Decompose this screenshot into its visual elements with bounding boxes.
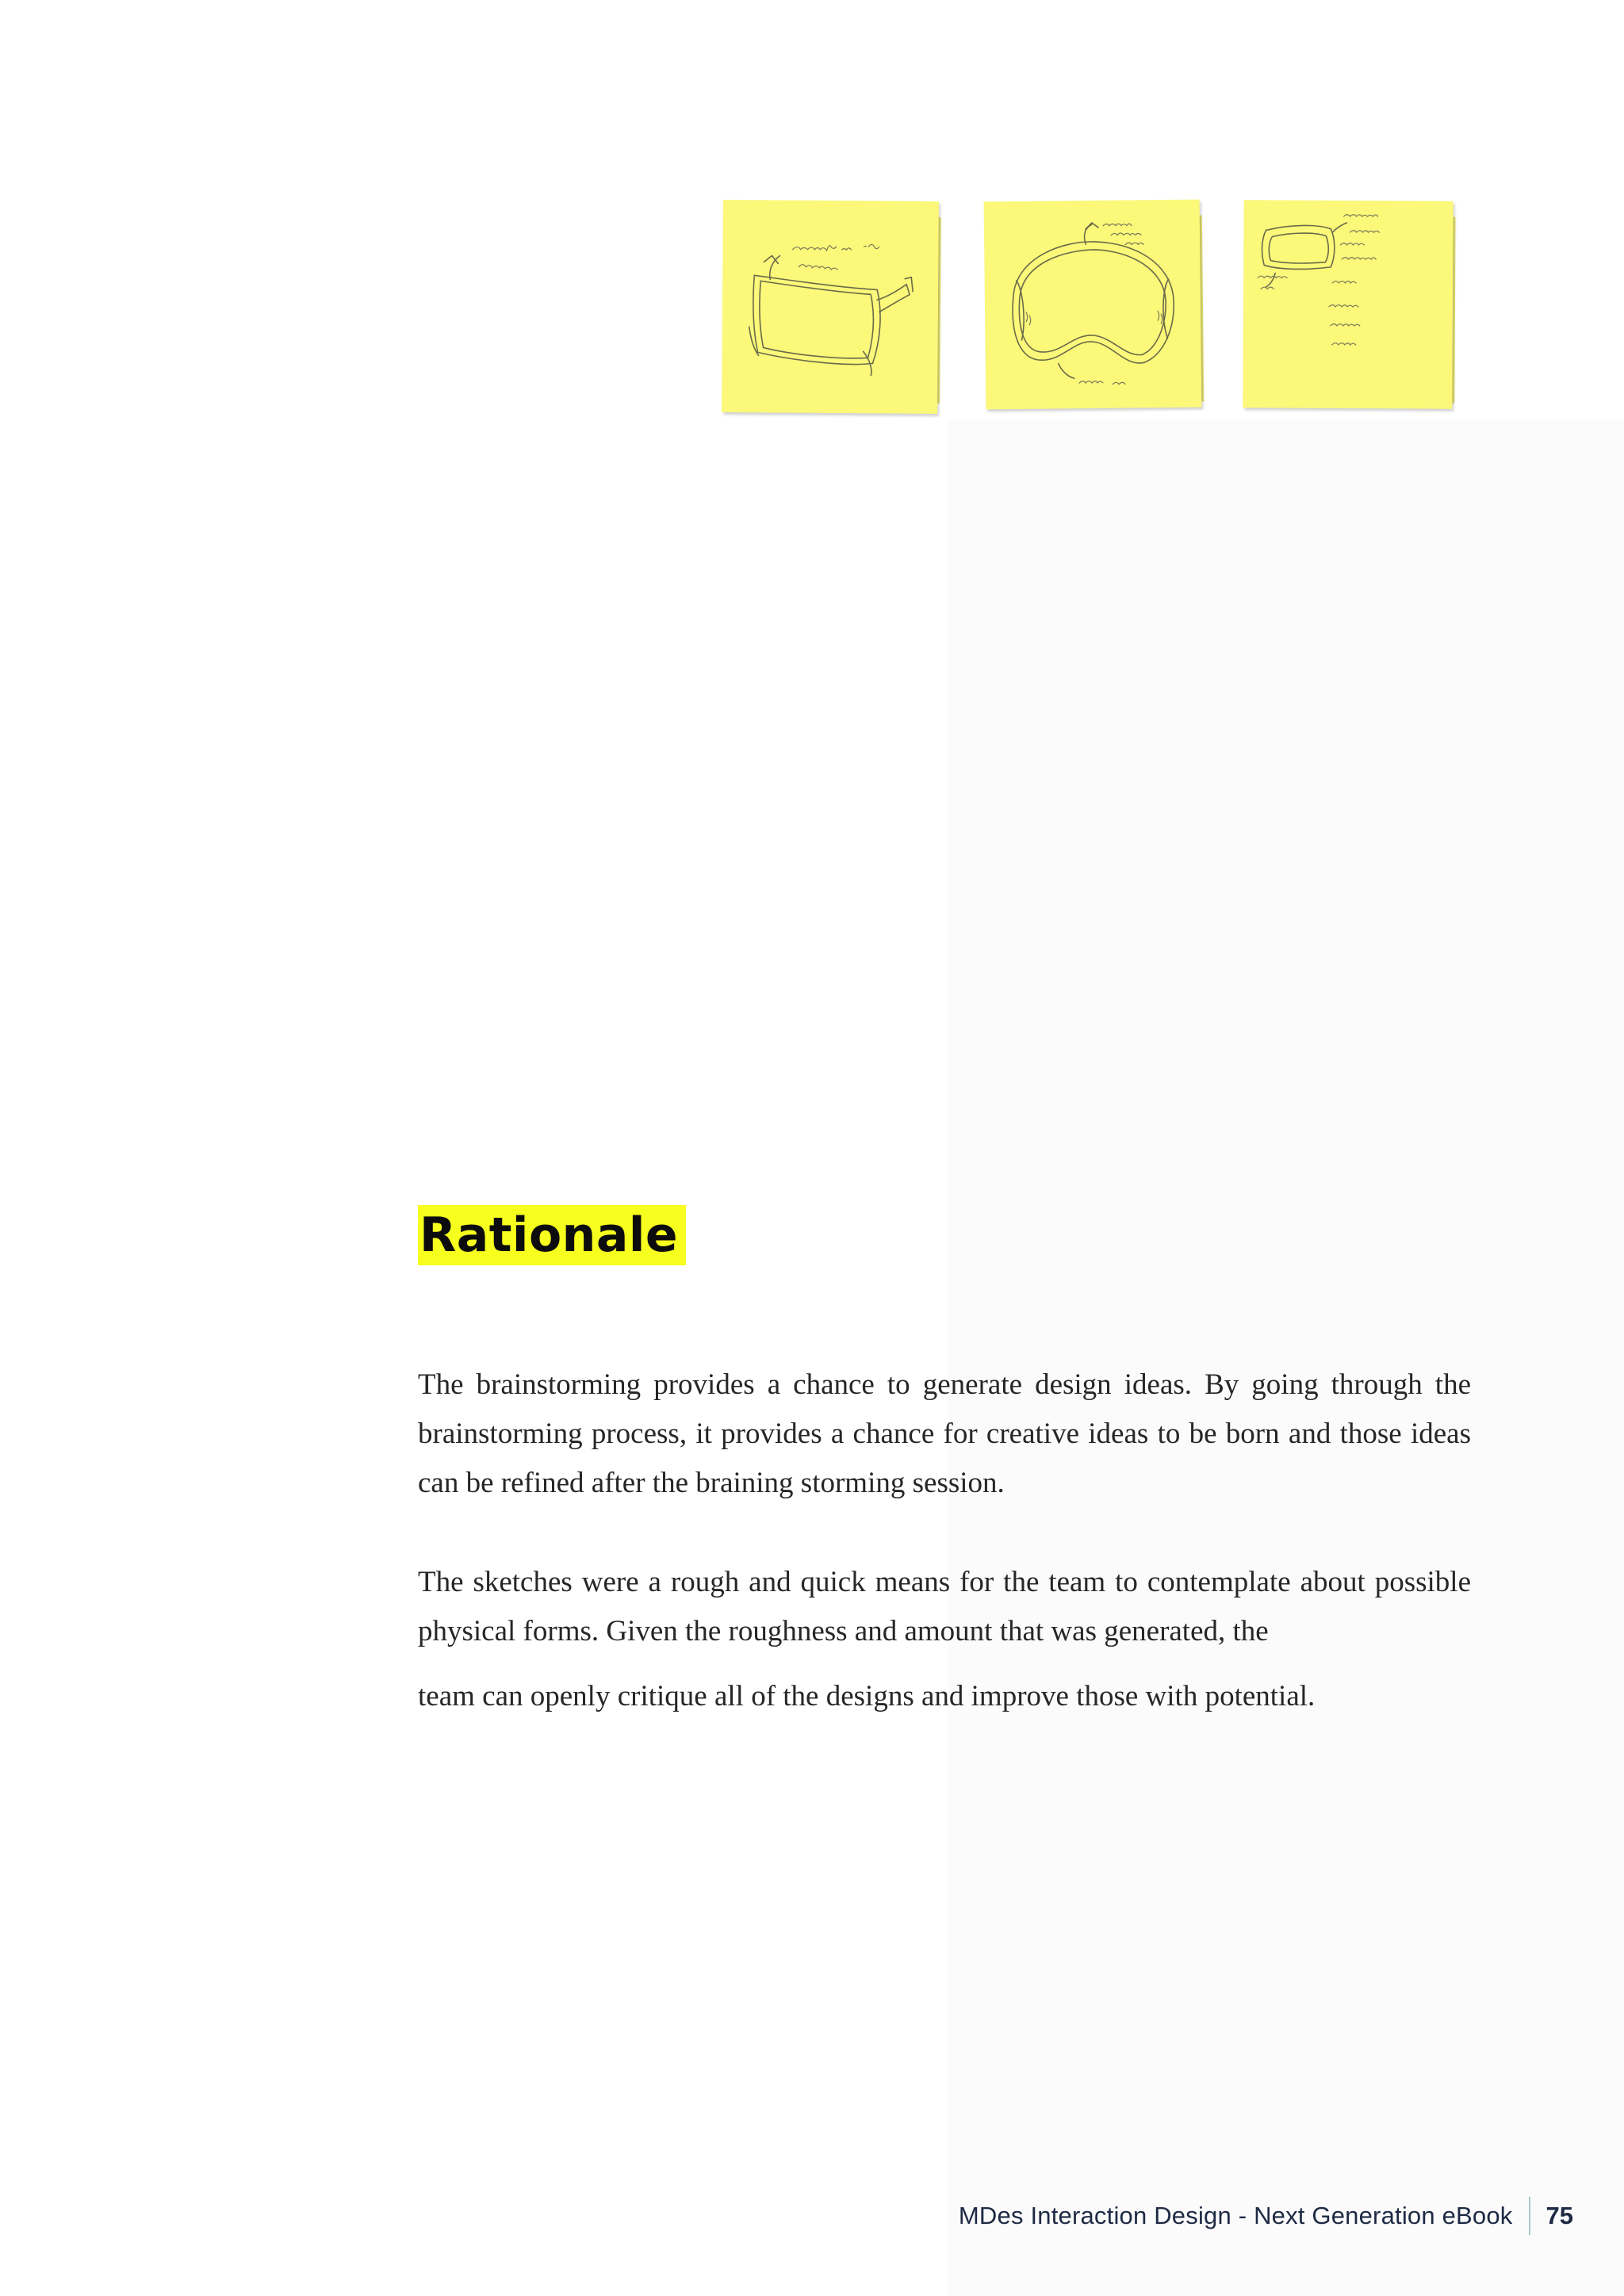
sketch-drawing-2 — [984, 200, 1202, 410]
sticky-note-sketch-1 — [722, 200, 939, 414]
footer-book-title: MDes Interaction Design - Next Generation eBook — [958, 2202, 1513, 2229]
paragraph-1: The brainstorming provides a chance to generate design ideas. By going through the brainstorming process, it provides a chance for creative ideas to be born and those ideas can be refined after the braining storming session. — [418, 1368, 1471, 1499]
sticky-note-sketch-2 — [984, 200, 1202, 410]
paragraph-2 — [418, 1558, 1471, 1721]
sticky-note-sketch-3 — [1243, 200, 1453, 408]
section-heading: Rationale — [418, 1205, 686, 1265]
paragraph-2-last-line: team can openly critique all of the designs and improve those with potential. — [418, 1680, 1316, 1712]
sketch-drawing-3 — [1243, 200, 1453, 408]
paragraph-2-text: The sketches were a rough and quick means for the team to contemplate about possible physical forms. Given the roughness and amount that was generated, the — [418, 1566, 1471, 1647]
sticky-note-curl — [1452, 217, 1455, 404]
sketch-drawing-1 — [722, 200, 939, 414]
page-footer — [959, 2196, 1573, 2236]
page-number: 75 — [1545, 2202, 1573, 2229]
page-background-shade — [948, 420, 1624, 2296]
sticky-note-curl — [937, 217, 941, 404]
footer-divider — [1529, 2197, 1530, 2235]
